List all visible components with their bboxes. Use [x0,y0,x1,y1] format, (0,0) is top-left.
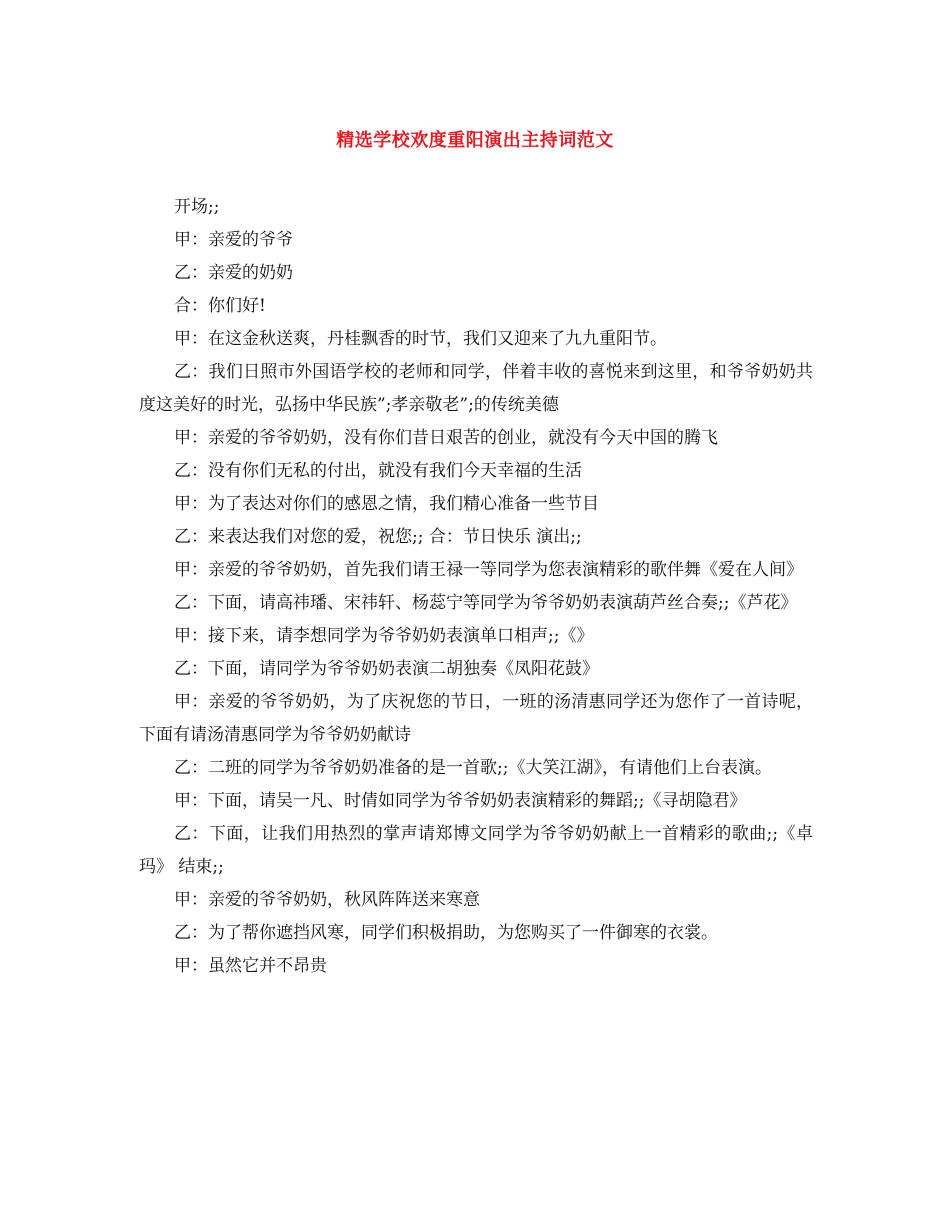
paragraph: 甲：在这金秋送爽，丹桂飘香的时节，我们又迎来了九九重阳节。 [174,329,667,349]
paragraph: 乙：亲爱的奶奶 [174,263,293,283]
paragraph: 乙：下面，让我们用热烈的掌声请郑博文同学为爷爷奶奶献上一首精彩的歌曲;;《卓玛》 结束;; [139,824,813,877]
paragraph: 甲：下面，请吴一凡、时倩如同学为爷爷奶奶表演精彩的舞蹈;;《寻胡隐君》 [174,791,747,811]
document-title: 精选学校欢度重阳演出主持词范文 [336,130,614,151]
paragraph: 甲：亲爱的爷爷 [174,230,293,250]
paragraph: 合：你们好! [174,296,266,316]
paragraph: 乙：下面，请高祎璠、宋祎轩、杨蕊宁等同学为爷爷奶奶表演葫芦丝合奏;;《芦花》 [174,593,798,613]
paragraph-opening: 开场;; [174,197,220,217]
document-body [139,191,813,983]
paragraph: 甲：亲爱的爷爷奶奶，首先我们请王禄一等同学为您表演精彩的歌伴舞《爱在人间》 [174,560,803,580]
paragraph: 乙：没有你们无私的付出，就没有我们今天幸福的生活 [174,461,582,481]
paragraph: 甲：亲爱的爷爷奶奶，为了庆祝您的节日，一班的汤清惠同学还为您作了一首诗呢，下面有请汤清惠同学为爷爷奶奶献诗 [139,692,813,745]
paragraph: 乙：为了帮你遮挡风寒，同学们积极捐助，为您购买了一件御寒的衣裳。 [174,923,718,943]
paragraph: 乙：我们日照市外国语学校的老师和同学，伴着丰收的喜悦来到这里，和爷爷奶奶共度这美好的时光，弘扬中华民族”;孝亲敬老”;的传统美德 [139,362,813,415]
paragraph: 乙：下面，请同学为爷爷奶奶表演二胡独奏《凤阳花鼓》 [174,659,599,679]
paragraph: 乙：来表达我们对您的爱，祝您;; 合：节日快乐 演出;; [174,527,582,547]
paragraph: 乙：二班的同学为爷爷奶奶准备的是一首歌;;《大笑江湖》，有请他们上台表演。 [174,758,772,778]
paragraph: 甲：亲爱的爷爷奶奶，没有你们昔日艰苦的创业，就没有今天中国的腾飞 [174,428,718,448]
paragraph: 甲：亲爱的爷爷奶奶，秋风阵阵送来寒意 [174,890,480,910]
paragraph: 甲：接下来，请李想同学为爷爷奶奶表演单口相声;;《》 [174,626,594,646]
paragraph: 甲：虽然它并不昂贵 [174,956,327,976]
paragraph: 甲：为了表达对你们的感恩之情，我们精心准备一些节目 [174,494,599,514]
